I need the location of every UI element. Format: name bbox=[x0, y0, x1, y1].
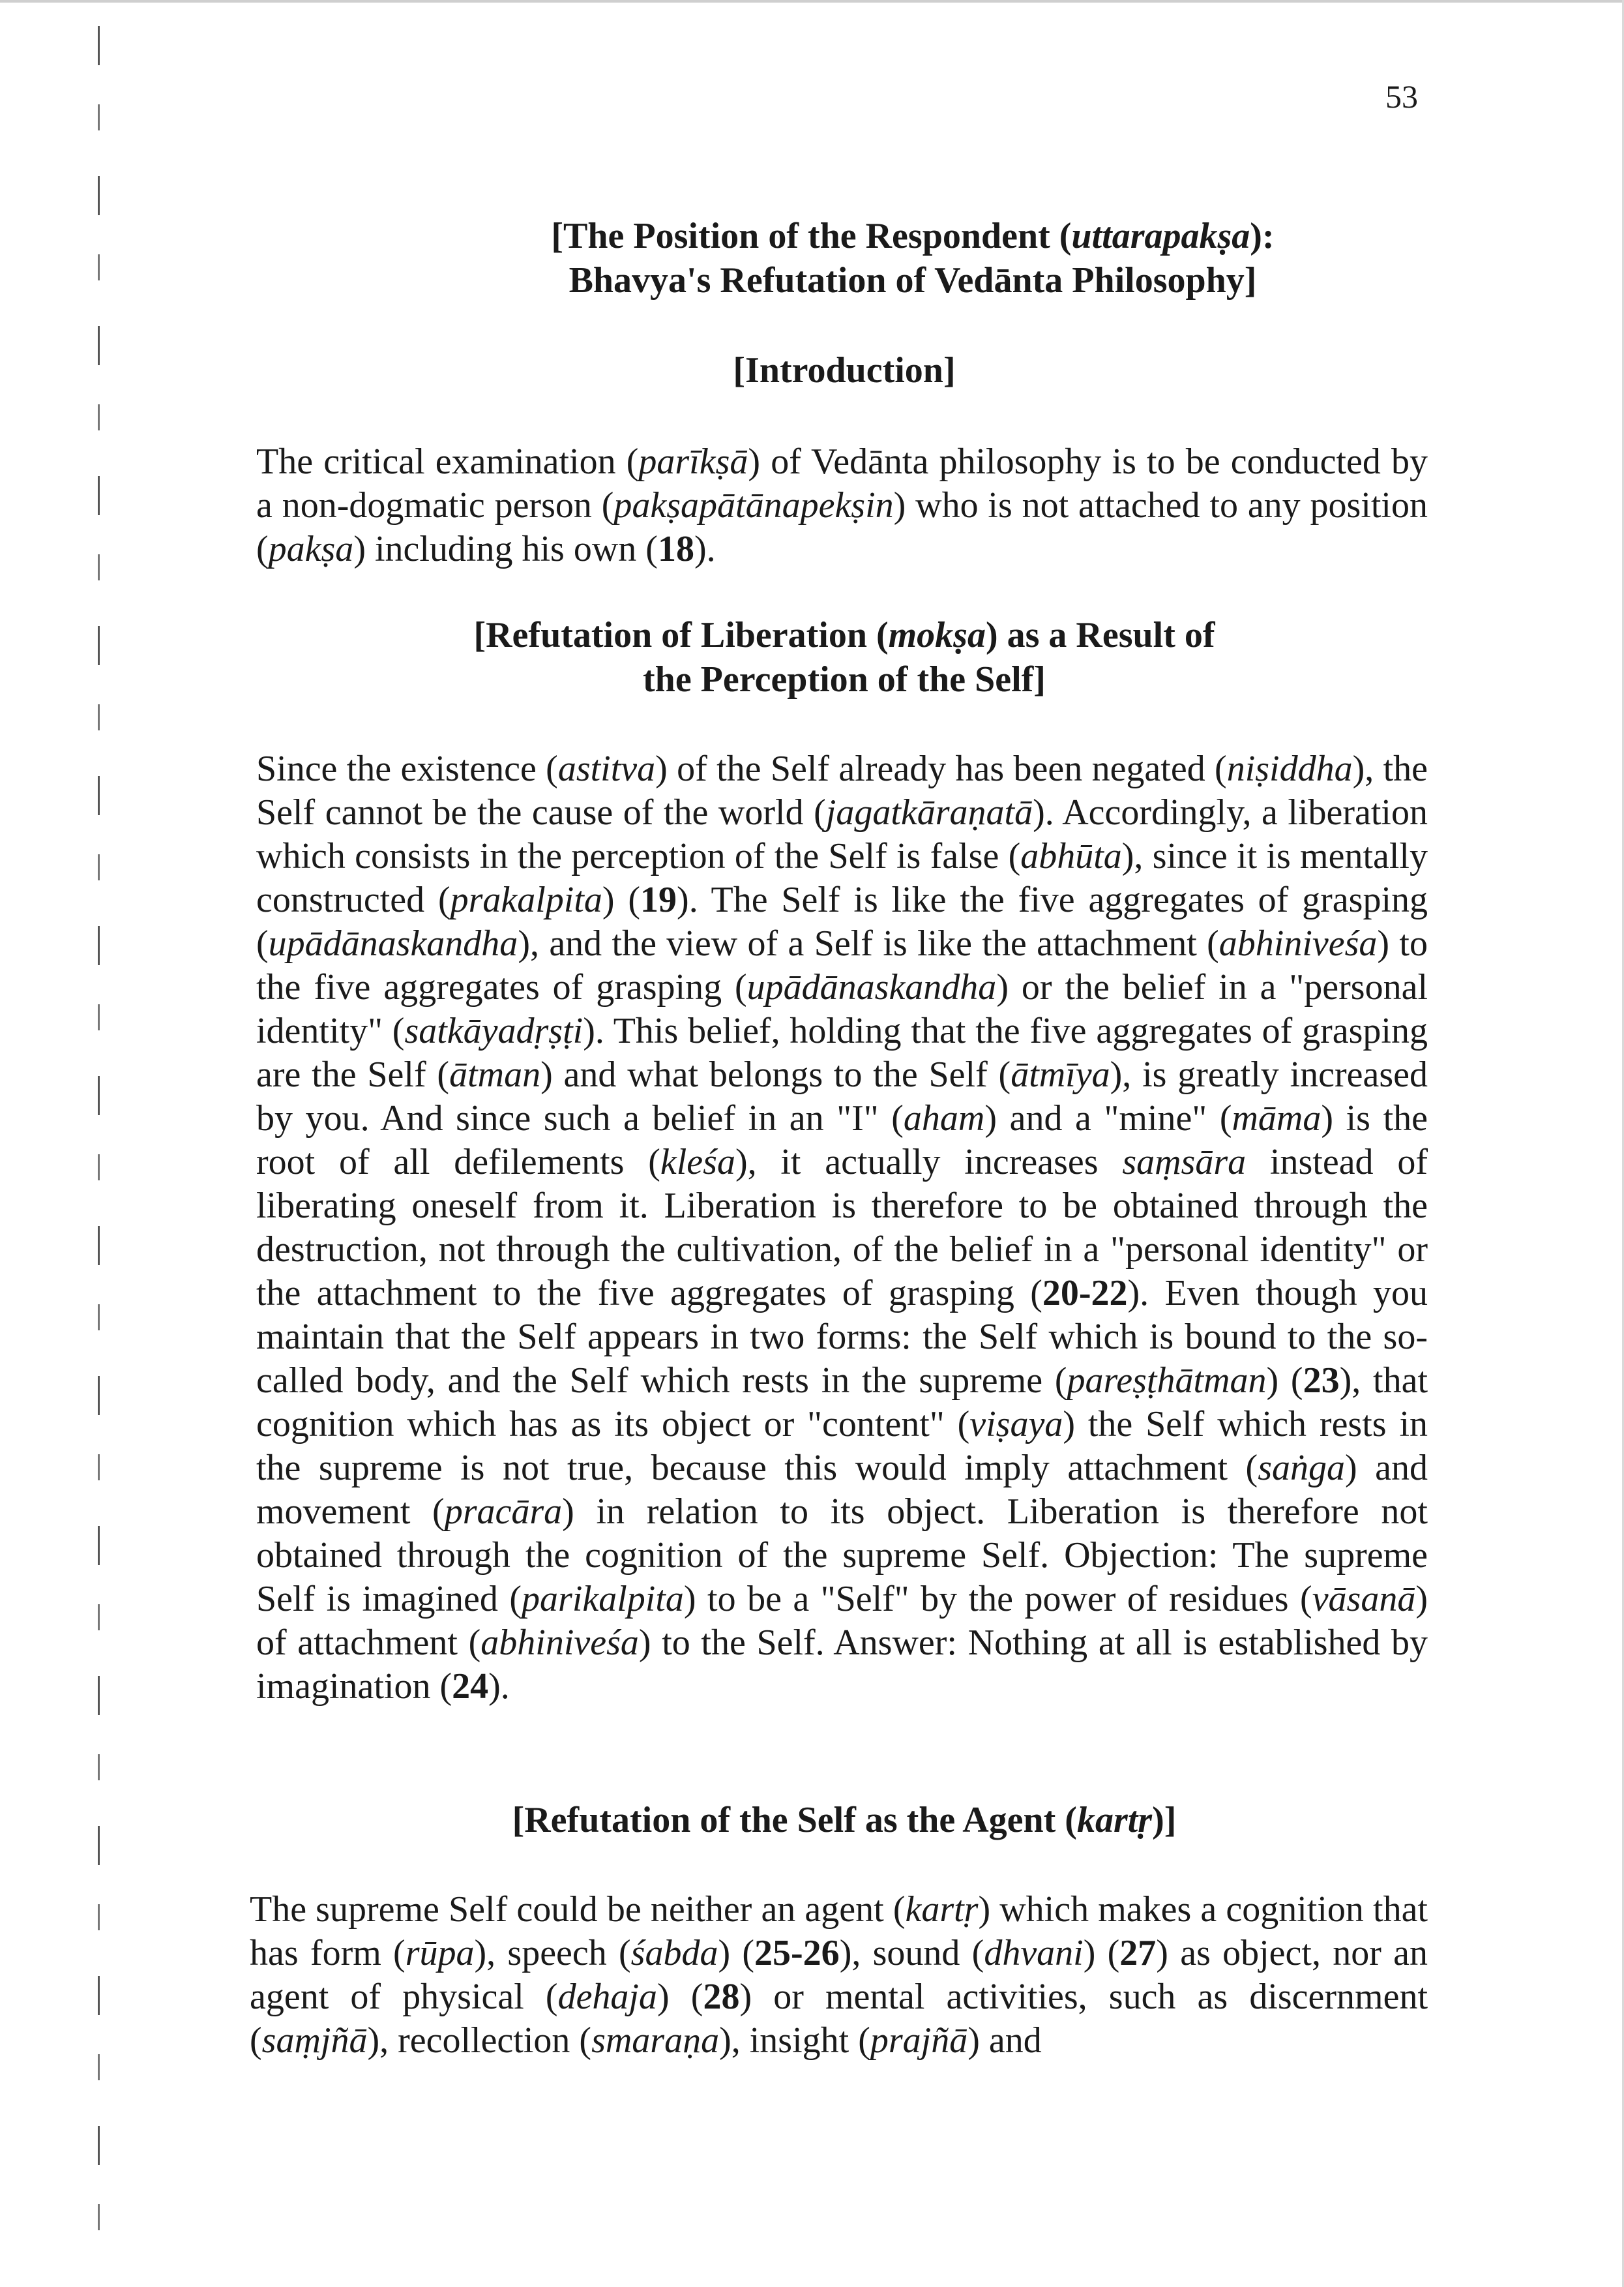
text-run: parīkṣā bbox=[638, 441, 748, 482]
text-run: ) or the belief in a "personal identity" ( bbox=[256, 967, 1428, 1051]
paragraph-introduction bbox=[256, 440, 1428, 571]
text-run: ). Accordingly, a liberation which consists in the perception of the Self is false ( bbox=[256, 792, 1428, 876]
text-run: 23 bbox=[1303, 1360, 1340, 1401]
text-run: ) and a "mine" ( bbox=[984, 1098, 1232, 1139]
heading-text-run: ): bbox=[1250, 216, 1275, 256]
text-run: pakṣapātānapekṣin bbox=[613, 485, 894, 526]
text-run: ) ( bbox=[1266, 1360, 1303, 1401]
text-run: kleśa bbox=[660, 1142, 735, 1182]
text-run: parikalpita bbox=[522, 1579, 684, 1619]
heading-text-run: [The Position of the Respondent ( bbox=[551, 216, 1072, 256]
heading-introduction: [Introduction] bbox=[733, 350, 956, 391]
text-run: saṃsāra bbox=[1122, 1142, 1247, 1182]
text-run: abhiniveśa bbox=[1218, 923, 1378, 964]
text-run: ), insight ( bbox=[719, 2020, 870, 2061]
text-run: ) the Self which rests in the supreme is not true, because this would imply attachment ( bbox=[256, 1404, 1428, 1488]
text-run: saṅga bbox=[1258, 1448, 1345, 1488]
text-run: 25-26 bbox=[754, 1933, 840, 1973]
text-run: 18 bbox=[657, 529, 694, 569]
text-run: ) and bbox=[967, 2020, 1042, 2061]
heading-text-run: kartṛ bbox=[1076, 1800, 1153, 1840]
text-run: astitva bbox=[557, 749, 656, 789]
text-run: ), recollection ( bbox=[367, 2020, 592, 2061]
text-run: māma bbox=[1232, 1098, 1321, 1139]
text-run: abhūta bbox=[1020, 836, 1122, 876]
text-run: ) is the root of all defilements ( bbox=[256, 1098, 1428, 1182]
text-run: ātman bbox=[449, 1054, 541, 1095]
paragraph-refutation-of-liberation bbox=[256, 747, 1428, 1709]
text-run: pareṣṭhātman bbox=[1067, 1360, 1267, 1401]
text-run: ) which makes a cognition that has form ( bbox=[250, 1889, 1428, 1973]
text-run: ) of the Self already has been negated ( bbox=[655, 749, 1227, 789]
heading-liberation-line-1 bbox=[261, 613, 1428, 657]
text-run: kartṛ bbox=[905, 1889, 979, 1930]
text-run: ātmīya bbox=[1011, 1054, 1110, 1095]
text-run: ). This belief, holding that the five aggregates of grasping are the Self ( bbox=[256, 1011, 1428, 1095]
text-run: aham bbox=[903, 1098, 985, 1139]
text-run: niṣiddha bbox=[1226, 749, 1353, 789]
text-run: ) of Vedānta philosophy is to be conducted by a non-dogmatic person ( bbox=[256, 441, 1428, 526]
text-run: ), that cognition which has as its object or "content" ( bbox=[256, 1360, 1428, 1444]
heading-refutation-of-liberation bbox=[261, 613, 1428, 702]
text-run: ). The Self is like the five aggregates of grasping ( bbox=[256, 880, 1428, 964]
text-run: ) and movement ( bbox=[256, 1448, 1428, 1532]
text-run: ). bbox=[694, 529, 716, 569]
text-run: ) or mental activities, such as discernment ( bbox=[250, 1977, 1428, 2061]
text-run: instead of liberating oneself from it. Liberation is therefore to be obtained through the destruction, not through the cultivation, of the belief in a "personal identity" or the attachment to the five aggregates of grasping ( bbox=[256, 1142, 1428, 1313]
section-title bbox=[476, 214, 1350, 303]
text-run: satkāyadṛṣṭi bbox=[404, 1011, 583, 1051]
text-run: śabda bbox=[630, 1933, 718, 1973]
text-run: The supreme Self could be neither an agent ( bbox=[250, 1889, 906, 1930]
text-run: Since the existence ( bbox=[256, 749, 558, 789]
text-run: The critical examination ( bbox=[256, 441, 639, 482]
scan-edge-top bbox=[0, 0, 1624, 3]
title-line-1 bbox=[476, 214, 1350, 258]
text-run: ) ( bbox=[1083, 1933, 1120, 1973]
heading-text-run: [Refutation of Liberation ( bbox=[473, 615, 889, 655]
text-run: jagatkāraṇatā bbox=[825, 792, 1033, 833]
text-run: prakalpita bbox=[450, 880, 602, 920]
text-run: ) ( bbox=[657, 1977, 703, 2017]
text-run: ), the Self cannot be the cause of the world ( bbox=[256, 749, 1428, 833]
text-run: rūpa bbox=[405, 1933, 475, 1973]
text-run: ) including his own ( bbox=[353, 529, 658, 569]
text-run: ), and the view of a Self is like the attachment ( bbox=[518, 923, 1219, 964]
heading-text-run: )] bbox=[1152, 1800, 1177, 1840]
text-run: ), since it is mentally constructed ( bbox=[256, 836, 1428, 920]
text-run: viṣaya bbox=[969, 1404, 1063, 1444]
text-run: ). bbox=[488, 1666, 510, 1707]
text-run: ) ( bbox=[602, 880, 641, 920]
heading-text-run: [Refutation of the Self as the Agent ( bbox=[512, 1800, 1077, 1840]
text-run: ). Even though you maintain that the Self appears in two forms: the Self which is bound to the so-called body, and the Self which rests in the supreme ( bbox=[256, 1273, 1428, 1401]
text-run: ) to the five aggregates of grasping ( bbox=[256, 923, 1428, 1008]
heading-liberation-line-2: the Perception of the Self] bbox=[643, 659, 1046, 700]
text-run: ) to the Self. Answer: Nothing at all is established by imagination ( bbox=[256, 1622, 1428, 1707]
text-run: dehaja bbox=[557, 1977, 657, 2017]
text-run: upādānaskandha bbox=[746, 967, 997, 1008]
text-run: ) in relation to its object. Liberation is therefore not obtained through the cognition of the supreme Self. Objection: The supreme Self is imagined ( bbox=[256, 1491, 1428, 1619]
text-run: ) who is not attached to any position ( bbox=[256, 485, 1428, 569]
heading-text-run: uttarapakṣa bbox=[1071, 216, 1250, 256]
text-run: 27 bbox=[1119, 1933, 1157, 1973]
text-run: dhvani bbox=[984, 1933, 1084, 1973]
text-run: ), sound ( bbox=[839, 1933, 984, 1973]
text-run: ) and what belongs to the Self ( bbox=[540, 1054, 1011, 1095]
text-run: ), it actually increases bbox=[735, 1142, 1123, 1182]
page-number: 53 bbox=[1385, 78, 1418, 115]
text-run: ), speech ( bbox=[474, 1933, 631, 1973]
text-run: ) ( bbox=[718, 1933, 755, 1973]
text-run: 20-22 bbox=[1042, 1273, 1128, 1313]
text-run: 19 bbox=[640, 880, 677, 920]
text-run: 24 bbox=[452, 1666, 489, 1707]
paragraph-refutation-of-agent bbox=[250, 1888, 1428, 2063]
text-run: ) as object, nor an agent of physical ( bbox=[250, 1933, 1428, 2017]
text-run: pakṣa bbox=[268, 529, 354, 569]
binding-margin-line bbox=[98, 26, 100, 2269]
heading-text-run: mokṣa bbox=[888, 615, 986, 655]
text-run: smaraṇa bbox=[591, 2020, 720, 2061]
text-run: pracāra bbox=[444, 1491, 563, 1532]
text-run: ), is greatly increased by you. And since such a belief in an "I" ( bbox=[256, 1054, 1428, 1139]
heading-text-run: ) as a Result of bbox=[985, 615, 1215, 655]
title-line-2: Bhavya's Refutation of Vedānta Philosophy] bbox=[568, 260, 1257, 301]
text-run: 28 bbox=[703, 1977, 740, 2017]
text-run: prajñā bbox=[870, 2020, 968, 2061]
text-run: ) to be a "Self" by the power of residues ( bbox=[683, 1579, 1312, 1619]
text-run: saṃjñā bbox=[261, 2020, 368, 2061]
text-run: abhiniveśa bbox=[480, 1622, 639, 1663]
text-run: upādānaskandha bbox=[268, 923, 518, 964]
heading-refutation-of-agent bbox=[261, 1798, 1428, 1842]
text-run: vāsanā bbox=[1312, 1579, 1416, 1619]
text-run: ) of attachment ( bbox=[256, 1579, 1428, 1663]
